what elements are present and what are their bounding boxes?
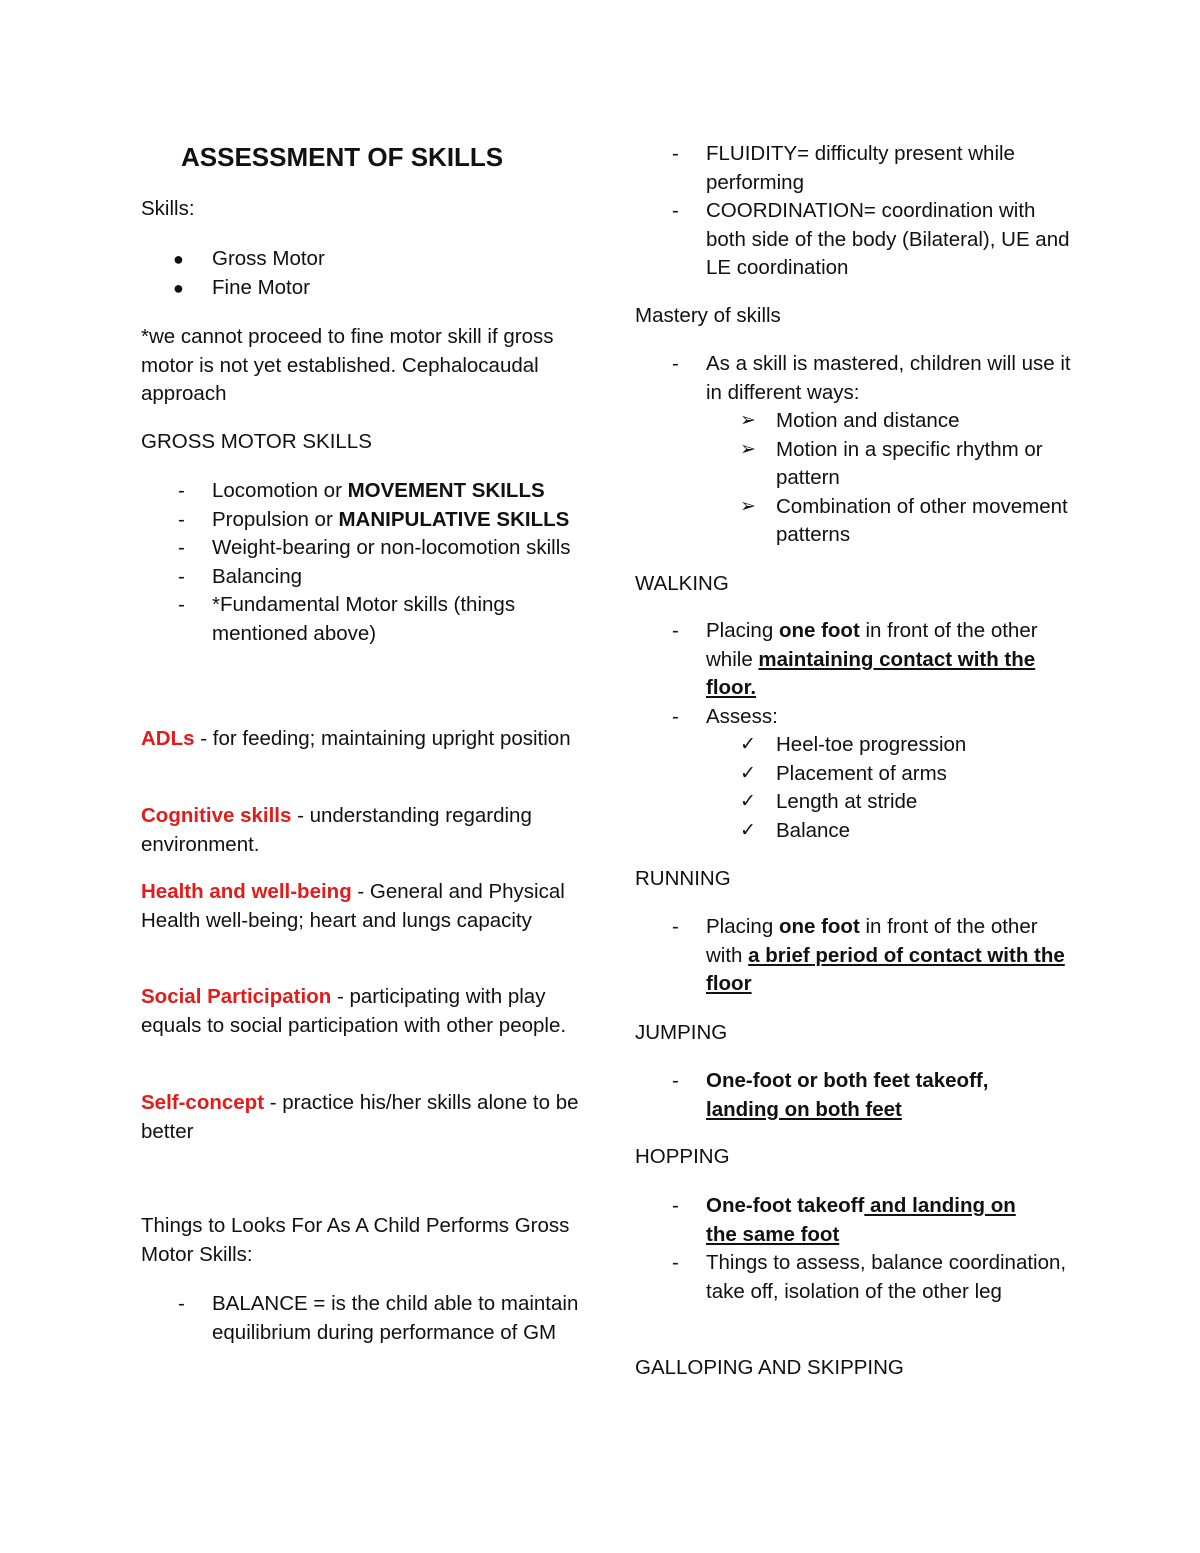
mastery-list (635, 350, 1075, 407)
gross-motor-list (141, 477, 581, 648)
list-item: - Things to assess, balance coordination, take off, isolation of the other leg (672, 1251, 1067, 1303)
mastery-heading: Mastery of skills (635, 304, 781, 327)
list-item: ➢ Motion in a specific rhythm or pattern (740, 437, 1043, 489)
list-item: - Placing one foot in front of the other while maintaining contact with the floor. (672, 619, 1038, 699)
dash-marker: - (178, 536, 185, 559)
list-item: - FLUIDITY= difficulty present while performing (672, 142, 1015, 194)
dash-marker: - (672, 1194, 679, 1217)
dash-marker: - (672, 915, 679, 938)
list-item: - *Fundamental Motor skills (things mentioned above) (178, 593, 516, 645)
check-icon: ✓ (740, 762, 756, 784)
things-list-continued (635, 140, 1075, 283)
list-item: - Propulsion or MANIPULATIVE SKILLS (141, 506, 581, 535)
page-title: ASSESSMENT OF SKILLS (181, 142, 504, 172)
health-definition: Health and well-being - General and Physical Health well-being; heart and lungs capacity (141, 880, 565, 932)
check-icon: ✓ (740, 819, 756, 841)
dash-marker: - (672, 619, 679, 642)
list-item: - COORDINATION= coordination with both side of the body (Bilateral), UE and LE coordination (672, 199, 1070, 279)
dash-marker: - (178, 593, 185, 616)
list-item: ✓ Balance (635, 817, 1075, 846)
walking-heading: WALKING (635, 572, 729, 595)
list-item: - BALANCE = is the child able to maintain equilibrium during performance of GM (178, 1292, 579, 1344)
skills-label: Skills: (141, 197, 195, 220)
dash-marker: - (178, 564, 185, 588)
adls-definition: ADLs - for feeding; maintaining upright position (141, 727, 571, 750)
dash-marker: - (178, 507, 185, 531)
list-item: - Locomotion or MOVEMENT SKILLS (141, 477, 581, 506)
walking-checklist (635, 731, 1075, 845)
list-item: ➢ Motion and distance (635, 407, 1075, 436)
dash-marker: - (672, 704, 679, 728)
check-icon: ✓ (740, 734, 756, 755)
jumping-heading: JUMPING (635, 1021, 728, 1044)
dash-marker: - (672, 142, 679, 165)
list-item: - Assess: (635, 703, 1075, 732)
skills-list (141, 245, 581, 302)
galloping-heading: GALLOPING AND SKIPPING (635, 1356, 904, 1379)
list-item: ✓ Placement of arms (635, 760, 1075, 789)
list-item: ● Fine Motor (141, 274, 581, 303)
dash-marker: - (672, 199, 679, 222)
check-icon: ✓ (740, 791, 756, 812)
dash-marker: - (672, 352, 679, 375)
gross-motor-heading: GROSS MOTOR SKILLS (141, 430, 372, 453)
list-item: ● Gross Motor (141, 245, 581, 274)
social-definition: Social Participation - participating with play equals to social participation with other people. (141, 985, 567, 1037)
dash-marker: - (672, 1251, 679, 1274)
mastery-sublist (635, 407, 1075, 550)
hopping-list (635, 1192, 1075, 1306)
list-item: - One-foot takeoff and landing on the same foot (672, 1194, 1016, 1246)
list-item: - One-foot or both feet takeoff, landing on both feet (672, 1069, 989, 1121)
walking-list (635, 617, 1075, 731)
bullet-icon: ● (173, 277, 184, 298)
list-item: - As a skill is mastered, children will use it in different ways: (672, 352, 1071, 404)
list-item: - Balancing (141, 563, 581, 592)
list-item: ✓ Heel-toe progression (635, 731, 1075, 760)
arrow-icon: ➢ (740, 410, 756, 431)
dash-marker: - (178, 479, 185, 502)
things-list (141, 1290, 581, 1347)
list-item: - Placing one foot in front of the other with a brief period of contact with the floor (672, 915, 1065, 995)
jumping-list (635, 1067, 1075, 1124)
bullet-icon: ● (173, 249, 184, 269)
running-list (635, 913, 1075, 999)
arrow-icon: ➢ (740, 438, 756, 460)
list-item: ➢ Combination of other movement patterns (740, 494, 1068, 546)
arrow-icon: ➢ (740, 495, 756, 517)
dash-marker: - (178, 1292, 185, 1315)
list-item: ✓ Length at stride (635, 788, 1075, 817)
cognitive-definition: Cognitive skills - understanding regarding environment. (141, 804, 532, 856)
self-concept-definition: Self-concept - practice his/her skills alone to be better (141, 1091, 579, 1143)
things-to-look-heading: Things to Looks For As A Child Performs Gross Motor Skills: (141, 1214, 570, 1266)
fine-motor-note: *we cannot proceed to fine motor skill if gross motor is not yet established. Cephalocaudal approach (141, 325, 554, 405)
hopping-heading: HOPPING (635, 1145, 730, 1168)
dash-marker: - (672, 1069, 679, 1092)
list-item: - Weight-bearing or non-locomotion skills (141, 534, 581, 563)
running-heading: RUNNING (635, 867, 731, 890)
